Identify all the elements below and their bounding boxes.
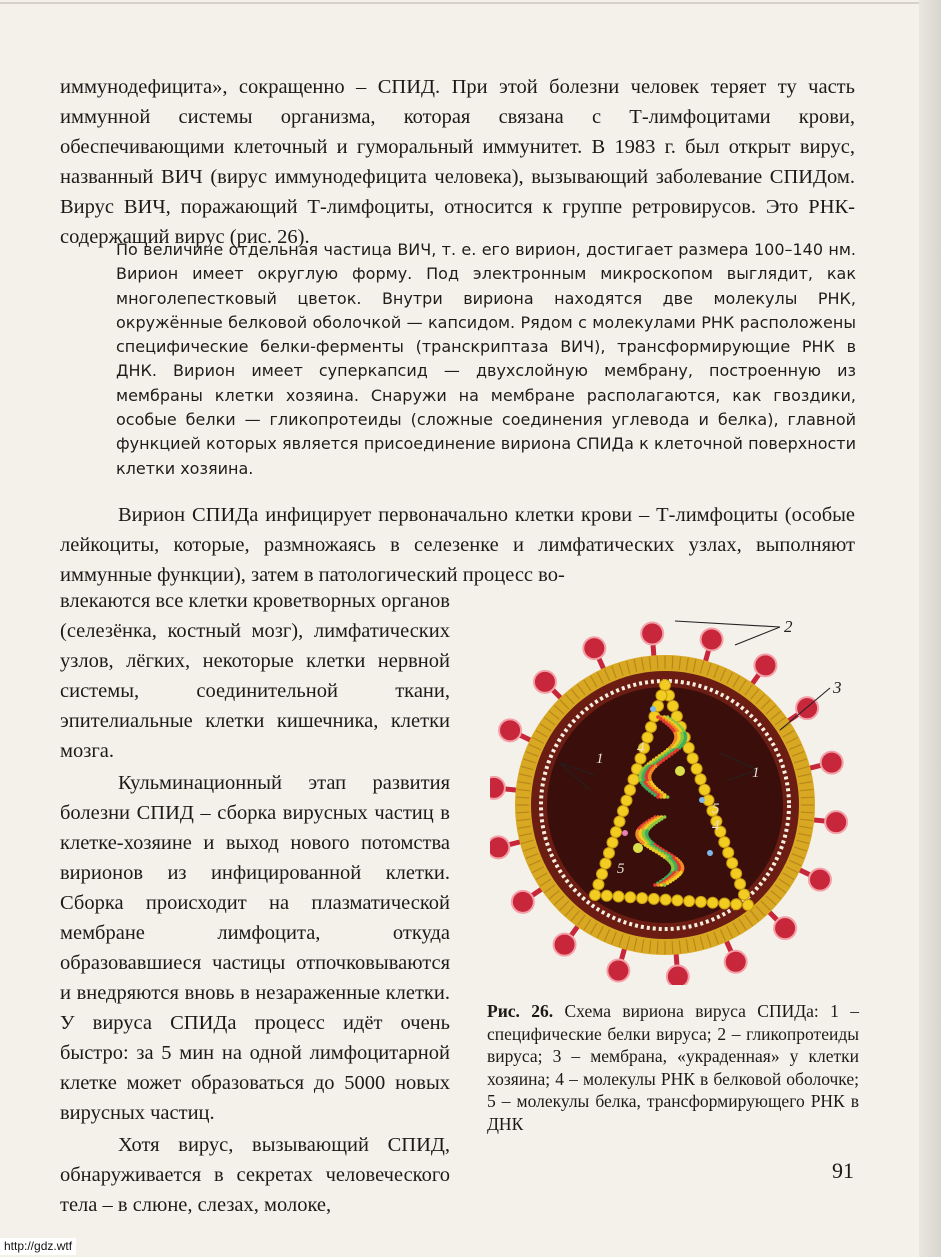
left-column <box>60 586 450 1220</box>
rna-bead <box>653 793 657 797</box>
capsid-bead <box>637 893 648 904</box>
enzyme-protein <box>633 843 643 853</box>
enzyme-protein <box>650 706 656 712</box>
enzyme-protein <box>675 766 685 776</box>
stripe <box>672 941 673 954</box>
rna-bead <box>663 795 667 799</box>
rna-bead <box>656 715 660 719</box>
capsid-bead <box>625 892 636 903</box>
stripe <box>516 812 529 813</box>
rna-bead <box>667 754 671 758</box>
capsid-bead <box>600 858 611 869</box>
capsid-bead <box>648 893 659 904</box>
capsid-bead <box>621 795 632 806</box>
capsid-bead <box>695 774 706 785</box>
capsid-bead <box>628 774 639 785</box>
capsid-bead <box>672 895 683 906</box>
capsid-bead <box>719 898 730 909</box>
glycoprotein-head <box>490 836 509 858</box>
paragraph-culmination: Кульминационный этап развития болезни СПИД – сборка вирусных частиц в клетке-хозяине и выход нового потомства вирионов из инфицированной клетки. Сборка происходит на плазматической мембране лимфоцита, откуда образовавшиеся частицы отпочковываются и внедряются вновь в незараженные клетки. У вируса СПИДа процесс идёт очень быстро: за 5 мин на одной лимфоцитарной клетке может образоваться до 5000 новых вирусных частиц. <box>60 772 450 1124</box>
capsid-bead <box>660 680 671 691</box>
rna-bead <box>660 883 664 887</box>
stripe <box>516 797 529 798</box>
label-4-top: 4 <box>637 740 645 756</box>
leader-line-2a <box>675 621 780 627</box>
glycoprotein-head <box>534 671 556 693</box>
paragraph-intro: иммунодефицита», сокращенно – СПИД. При этой болезни человек теряет ту часть иммунной системы организма, которая связана с Т-лимфоцитами крови, обеспечивающими клеточный и гуморальный иммунитет. В 1983 г. был открыт вирус, названный ВИЧ (вирус иммунодефицита человека), вызывающий заболевание СПИДом. Вирус ВИЧ, поражающий Т-лимфоциты, относится к группе ретровирусов. Это РНК-содержащий вирус (рис. 26). <box>60 76 855 248</box>
glycoprotein-head <box>490 777 505 799</box>
capsid-bead <box>601 890 612 901</box>
paragraph-infection-continued: влекаются все клетки кроветворных органов (селезёнка, костный мозг), лимфатических узлов, лёгких, некоторые клетки нервной системы, соединительной ткани, эпителиальные клетки кишечника, клетки мозга. <box>60 590 450 762</box>
enzyme-protein <box>707 850 713 856</box>
caption-text: Схема вириона вируса СПИДа: 1 – специфические белки вируса; 2 – гликопротеиды вируса; 3 – мембрана, «украденная» у клетки хозяина; 4 – молекулы РНК в белковой оболочке; 5 – молекулы белка, трансформирующего РНК в ДНК <box>487 1001 859 1134</box>
capsid-bead <box>727 858 738 869</box>
stripe <box>801 812 814 813</box>
capsid-bead <box>743 900 754 911</box>
capsid-bead <box>667 700 678 711</box>
capsid-bead <box>614 816 625 827</box>
paragraph-infection: Вирион СПИДа инфицирует первоначально клетки крови – Т-лимфоциты (особые лейкоциты, которые, размножаясь в селезенке и лимфатических узлах, выполняют иммунные функции), затем в патологический процесс во- <box>60 504 855 586</box>
glycoprotein-head <box>821 752 843 774</box>
capsid-bead <box>691 763 702 774</box>
rna-bead <box>663 883 667 887</box>
glycoprotein-head <box>725 951 747 973</box>
capsid-bead <box>613 891 624 902</box>
capsid-bead <box>723 847 734 858</box>
capsid-bead <box>590 890 601 901</box>
capsid-bead <box>739 889 750 900</box>
capsid-bead <box>735 879 746 890</box>
virion-diagram <box>490 605 870 985</box>
stripe <box>801 797 814 798</box>
capsid-bead <box>625 785 636 796</box>
glycoprotein-head <box>512 891 534 913</box>
capsid-bead <box>618 806 629 817</box>
capsid-bead <box>593 879 604 890</box>
capsid-bead <box>707 897 718 908</box>
label-2: 2 <box>784 617 793 636</box>
leader-line-2b <box>735 627 780 645</box>
label-1-right: 1 <box>752 765 760 781</box>
info-box-text: По величине отдельная частица ВИЧ, т. е. его вирион, достигает размера 100–140 нм. Вирион имеет округлую форму. Под электронным микроскопом выглядит, как многолепестковый цветок. Внутри вириона находятся две молекулы РНК, окружённые белковой оболочкой — капсидом. Рядом с молекулами РНК расположены специфические белки-ферменты (транскриптаза ВИЧ), трансформирующие РНК в ДНК. Вирион имеет суперкапсид — двухслойную мембрану, построенную из мембраны клетки хозяина. Снаружи на мембране располагаются, как гвоздики, особые белки — гликопротеиды (сложные соединения углевода и белка), главной функцией которых является присоединение вириона СПИДа к клеточной поверхности клетки хозяина. <box>116 240 856 478</box>
enzyme-protein <box>622 830 628 836</box>
page-edge <box>919 0 941 1257</box>
figure-caption <box>487 1000 859 1135</box>
capsid-bead <box>731 899 742 910</box>
capsid-bead <box>684 896 695 907</box>
paragraph-secretions: Хотя вирус, вызывающий СПИД, обнаруживается в секретах человеческого тела – в слюне, слезах, молоке, <box>60 1134 450 1216</box>
capsid-bead <box>611 827 622 838</box>
rna-bead <box>659 795 663 799</box>
glycoprotein-head <box>667 966 689 985</box>
glycoprotein-head <box>607 960 629 982</box>
capsid-bead <box>607 837 618 848</box>
glycoprotein-head <box>641 622 663 644</box>
capsid-bead <box>719 837 730 848</box>
glycoprotein-head <box>499 719 521 741</box>
glycoprotein-head <box>701 628 723 650</box>
capsid-bead <box>731 868 742 879</box>
capsid-bead <box>604 848 615 859</box>
rna-bead <box>653 883 657 887</box>
top-edge-line <box>0 2 941 4</box>
label-4-bottom: 4 <box>712 818 720 834</box>
glycoprotein-head <box>809 869 831 891</box>
capsid-bead <box>646 722 657 733</box>
capsid-bead <box>597 869 608 880</box>
rna-bead <box>656 883 660 887</box>
stripe <box>657 941 658 954</box>
watermark-link[interactable]: http://gdz.wtf <box>0 1238 76 1255</box>
capsid-bead <box>695 896 706 907</box>
label-5-right: 5 <box>712 801 720 817</box>
rna-bead <box>656 795 660 799</box>
stripe <box>672 656 673 669</box>
capsid-bead <box>699 784 710 795</box>
label-5-left: 5 <box>617 861 625 877</box>
enzyme-protein <box>699 797 705 803</box>
label-1-left: 1 <box>596 751 604 767</box>
glycoprotein-head <box>774 917 796 939</box>
caption-title: Рис. 26. <box>487 1001 554 1021</box>
capsid-bead <box>656 690 667 701</box>
stripe <box>657 656 658 669</box>
rna-bead <box>666 795 670 799</box>
glycoprotein-head <box>825 811 847 833</box>
page-number: 91 <box>832 1158 854 1183</box>
glycoprotein-head <box>754 654 776 676</box>
glycoprotein-head <box>554 934 576 956</box>
capsid-bead <box>687 753 698 764</box>
label-3: 3 <box>833 678 842 697</box>
capsid-bead <box>660 894 671 905</box>
glycoprotein-head <box>583 637 605 659</box>
leader-line-3 <box>780 688 830 730</box>
